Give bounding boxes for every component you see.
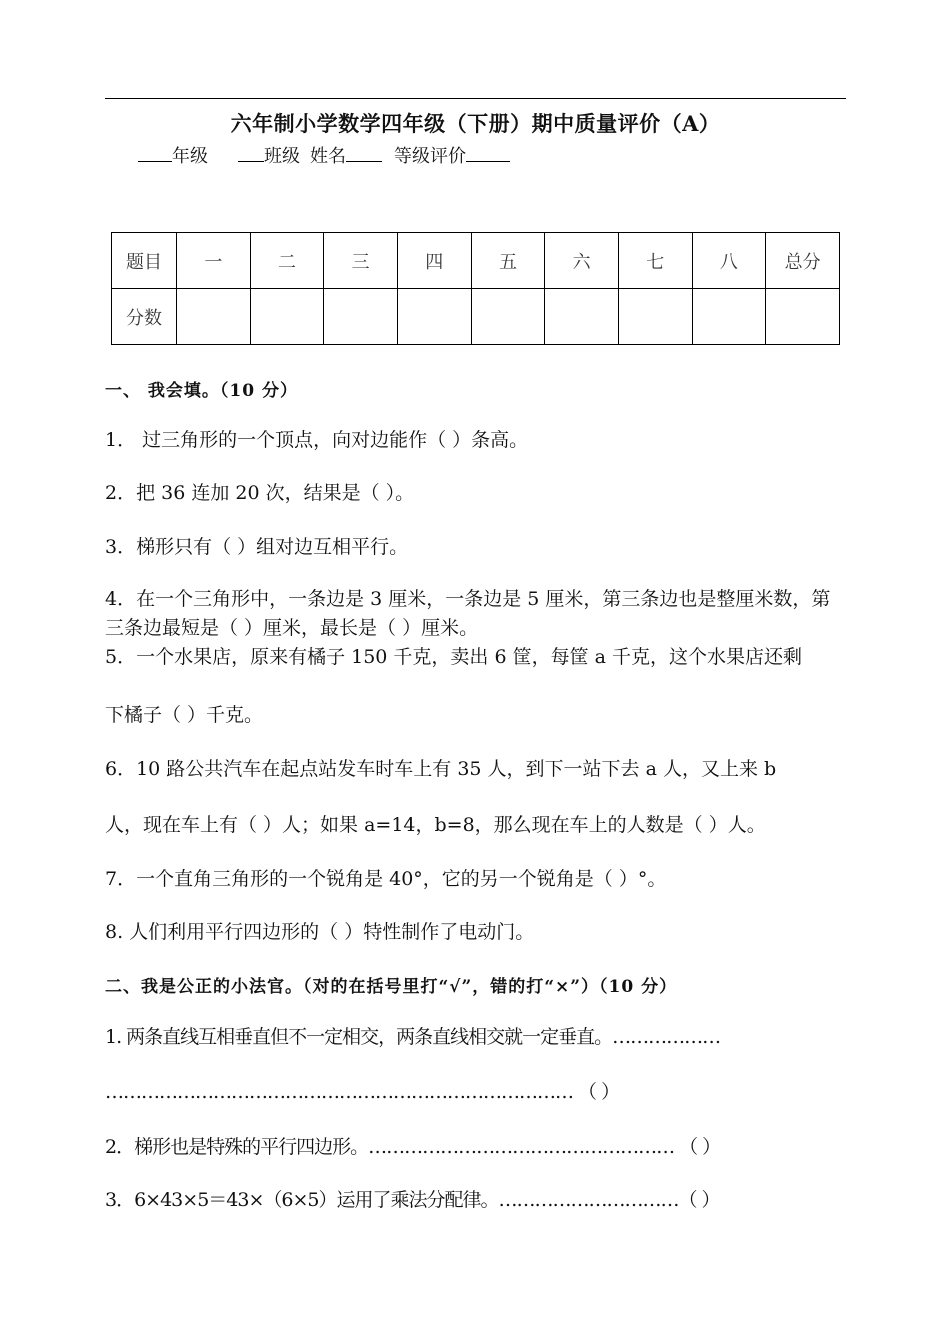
name-label: 姓名 <box>310 146 346 167</box>
class-blank[interactable] <box>238 143 264 162</box>
section1-heading: 一、 我会填。（10 分） <box>105 381 298 401</box>
name-blank[interactable] <box>346 143 382 162</box>
question-1-5a: 5．一个水果店，原来有橘子 150 千克，卖出 6 筐，每筐 a 千克，这个水果店还剩 <box>105 646 803 668</box>
score-table-header-row <box>112 233 840 289</box>
question-1-7: 7．一个直角三角形的一个锐角是 40°，它的另一个锐角是（ ）°。 <box>105 868 667 890</box>
score-table-header-cell: 四 <box>397 233 471 289</box>
grade-label: 年级 <box>172 146 208 167</box>
rating-blank[interactable] <box>466 143 510 162</box>
score-cell[interactable] <box>766 289 840 345</box>
score-table-header-cell: 三 <box>324 233 398 289</box>
top-rule <box>105 98 846 99</box>
question-1-3: 3．梯形只有（ ）组对边互相平行。 <box>105 536 409 558</box>
score-cell[interactable] <box>324 289 398 345</box>
score-table-header-cell: 总分 <box>766 233 840 289</box>
score-table-score-row <box>112 289 840 345</box>
grade-blank[interactable] <box>138 143 172 162</box>
question-1-6a: 6．10 路公共汽车在起点站发车时车上有 35 人，到下一站下去 a 人，又上来 b <box>105 758 777 780</box>
class-label: 班级 <box>264 146 300 167</box>
score-cell[interactable] <box>618 289 692 345</box>
question-1-2: 2．把 36 连加 20 次，结果是（ ）。 <box>105 482 415 504</box>
score-table-header-cell: 七 <box>618 233 692 289</box>
score-cell[interactable] <box>692 289 766 345</box>
question-2-2: 2．梯形也是特殊的平行四边形。…………………………………………… （ ） <box>105 1136 721 1158</box>
score-table-header-cell: 题目 <box>112 233 177 289</box>
student-info-line <box>138 142 510 168</box>
question-1-5b: 下橘子（ ）千克。 <box>105 704 264 726</box>
rating-label: 等级评价 <box>394 146 466 167</box>
score-table-header-cell: 二 <box>250 233 324 289</box>
page-title: 六年制小学数学四年级（下册）期中质量评价（A） <box>230 111 721 136</box>
score-cell[interactable] <box>177 289 251 345</box>
question-2-3: 3．6×43×5＝43×（6×5）运用了乘法分配律。…………………………（ ） <box>105 1189 720 1211</box>
question-1-6b: 人，现在车上有（ ）人；如果 a=14，b=8，那么现在车上的人数是（ ）人。 <box>105 814 766 836</box>
score-row-label: 分数 <box>112 289 177 345</box>
question-2-1a: 1. 两条直线互相垂直但不一定相交，两条直线相交就一定垂直。……………… <box>105 1026 721 1048</box>
score-cell[interactable] <box>397 289 471 345</box>
question-1-1: 1． 过三角形的一个顶点，向对边能作（ ）条高。 <box>105 429 529 451</box>
score-cell[interactable] <box>545 289 619 345</box>
score-cell[interactable] <box>250 289 324 345</box>
question-1-8: 8. 人们利用平行四边形的（ ）特性制作了电动门。 <box>105 921 535 943</box>
score-table-header-cell: 六 <box>545 233 619 289</box>
score-table <box>111 232 840 345</box>
score-table-header-cell: 一 <box>177 233 251 289</box>
score-table-header-cell: 八 <box>692 233 766 289</box>
question-2-1b: …………………………………………………………………… （ ） <box>105 1081 620 1103</box>
section2-heading: 二、我是公正的小法官。（对的在括号里打“√”，错的打“×”）（10 分） <box>105 977 678 997</box>
score-table-header-cell: 五 <box>471 233 545 289</box>
score-cell[interactable] <box>471 289 545 345</box>
question-1-4: 4．在一个三角形中，一条边是 3 厘米，一条边是 5 厘米，第三条边也是整厘米数，第三条边最短是（ ）厘米，最长是（ ）厘米。 <box>105 588 831 639</box>
